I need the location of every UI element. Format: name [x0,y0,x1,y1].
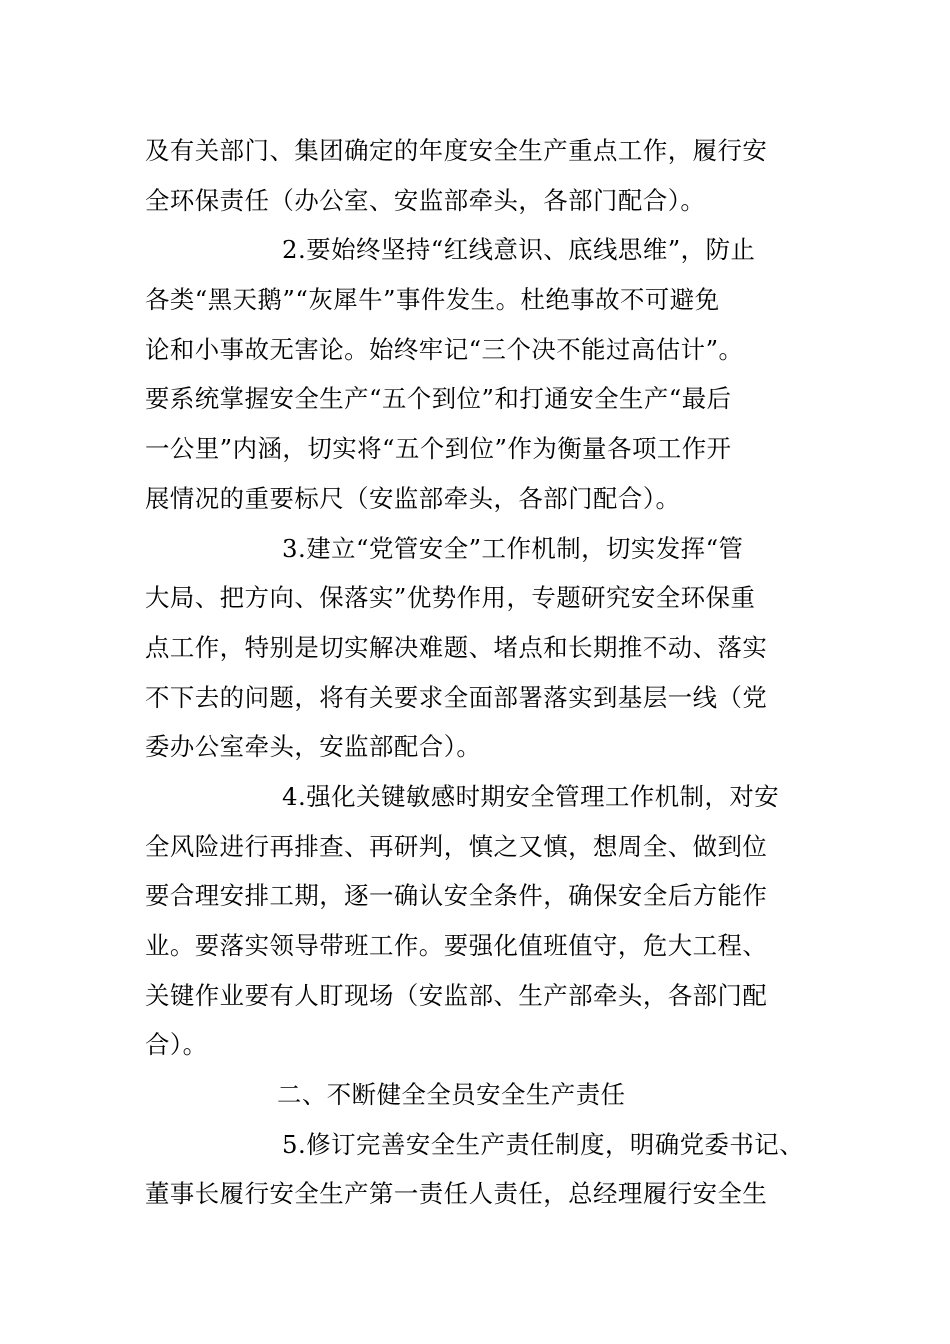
paragraph-line: 点工作，特别是切实解决难题、堵点和长期推不动、落实 [145,632,768,662]
paragraph-line: 不下去的问题，将有关要求全面部署落实到基层一线（党 [145,682,768,712]
paragraph-line: 要系统掌握安全生产“五个到位”和打通安全生产“最后 [145,384,732,414]
paragraph-line-item-3-start: 3.建立“党管安全”工作机制，切实发挥“管 [282,533,744,563]
paragraph-line-item-4-start: 4.强化关键敏感时期安全管理工作机制，对安 [282,781,780,811]
paragraph-line: 委办公室牵头，安监部配合）。 [145,732,482,762]
paragraph-line: 业。要落实领导带班工作。要强化值班值守，危大工程、 [145,931,768,960]
paragraph-line: 大局、把方向、保落实”优势作用，专题研究安全环保重 [145,583,756,613]
paragraph-line-item-5-start: 5.修订完善安全生产责任制度，明确党委书记、 [282,1129,805,1159]
paragraph-line: 展情况的重要标尺（安监部牵头，各部门配合）。 [145,483,681,513]
paragraph-line: 及有关部门、集团确定的年度安全生产重点工作，履行安 [145,136,768,165]
document-body [145,126,845,1219]
paragraph-line: 关键作业要有人盯现场（安监部、生产部牵头，各部门配 [145,980,768,1010]
paragraph-line: 合）。 [145,1030,208,1060]
paragraph-line: 论和小事故无害论。始终牢记“三个决不能过高估计”。 [145,334,744,364]
paragraph-line: 一公里”内涵，切实将“五个到位”作为衡量各项工作开 [145,434,732,464]
paragraph-line: 各类“黑天鹅”“灰犀牛”事件发生。杜绝事故不可避免 [145,285,720,315]
paragraph-line: 全环保责任（办公室、安监部牵头，各部门配合）。 [145,185,706,215]
paragraph-line: 要合理安排工期，逐一确认安全条件，确保安全后方能作 [145,881,768,911]
paragraph-line: 董事长履行安全生产第一责任人责任，总经理履行安全生 [145,1179,768,1209]
section-heading: 二、不断健全全员安全生产责任 [277,1080,626,1110]
paragraph-line: 全风险进行再排查、再研判，慎之又慎，想周全、做到位 [145,831,768,861]
paragraph-line-item-2-start: 2.要始终坚持“红线意识、底线思维”，防止 [282,235,756,265]
